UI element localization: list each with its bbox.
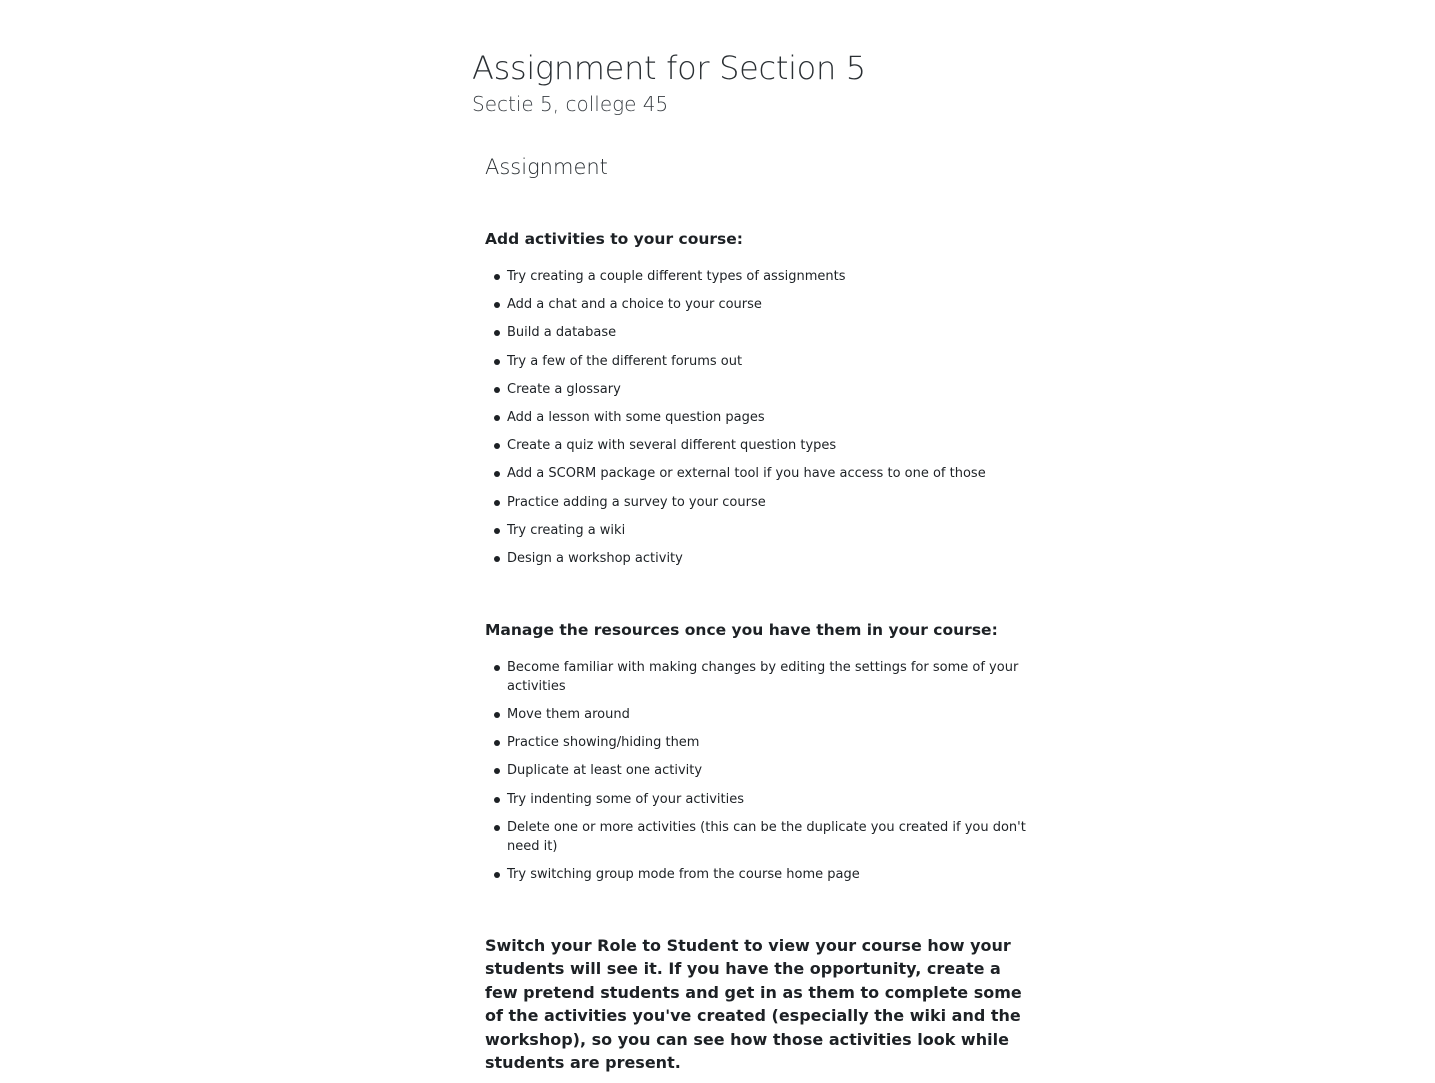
list-item-text: Add a SCORM package or external tool if you have access to one of those bbox=[507, 466, 986, 482]
bullet-icon bbox=[494, 872, 500, 878]
list-item bbox=[485, 436, 1041, 455]
list-item-text: Duplicate at least one activity bbox=[507, 763, 703, 779]
list-item-text: Create a glossary bbox=[507, 381, 621, 397]
list-item bbox=[485, 295, 1041, 314]
list-item-text: Design a workshop activity bbox=[507, 550, 683, 566]
list-item-text: Add a chat and a choice to your course bbox=[507, 297, 762, 313]
list-item-text: Try indenting some of your activities bbox=[507, 791, 745, 807]
list-item bbox=[485, 521, 1041, 540]
list-item bbox=[485, 323, 1041, 342]
bullet-icon bbox=[494, 740, 500, 746]
list-item bbox=[485, 352, 1041, 371]
list-item bbox=[485, 267, 1041, 286]
list-item bbox=[485, 790, 1041, 809]
page-subtitle: Sectie 5, college 45 bbox=[472, 92, 669, 116]
bullet-icon bbox=[494, 556, 500, 562]
list-item bbox=[485, 761, 1041, 780]
closing-instructions: Switch your Role to Student to view your course how your students will see it. If you have the opportunity, create a few pretend students and get in as them to complete some of the activities you've created (especially the wiki and the workshop), so you can see how those activities look while students are present. bbox=[485, 936, 1022, 1073]
list-item bbox=[485, 658, 1041, 696]
bullet-icon bbox=[494, 415, 500, 421]
list-item-text: Add a lesson with some question pages bbox=[507, 409, 765, 425]
bullet-icon bbox=[494, 387, 500, 393]
list-item-text: Become familiar with making changes by editing the settings for some of your activities bbox=[507, 659, 1019, 694]
list-item-text: Practice adding a survey to your course bbox=[507, 494, 766, 510]
list-item bbox=[485, 818, 1041, 856]
list-item bbox=[485, 380, 1041, 399]
bullet-icon bbox=[494, 471, 500, 477]
list-item-text: Move them around bbox=[507, 707, 630, 723]
activities-list bbox=[485, 267, 1045, 568]
page-title: Assignment for Section 5 bbox=[472, 49, 866, 87]
bullet-icon bbox=[494, 712, 500, 718]
list-item bbox=[485, 705, 1041, 724]
list-item-text: Try creating a couple different types of assignments bbox=[507, 269, 846, 284]
list-item bbox=[485, 865, 1041, 884]
list-item bbox=[485, 464, 1041, 483]
list-item bbox=[485, 408, 1041, 427]
list-item bbox=[485, 493, 1041, 512]
list-item-text: Create a quiz with several different question types bbox=[507, 438, 837, 454]
bullet-icon bbox=[494, 825, 500, 831]
list-item bbox=[485, 549, 1041, 568]
list-item-text: Try a few of the different forums out bbox=[507, 353, 743, 369]
bullet-icon bbox=[494, 302, 500, 308]
bullet-icon bbox=[494, 274, 500, 280]
resources-list bbox=[485, 658, 1045, 884]
list-item-text: Delete one or more activities (this can be the duplicate you created if you don't need it) bbox=[507, 819, 1026, 854]
list-item-text: Try switching group mode from the course home page bbox=[507, 867, 860, 882]
assignment-description bbox=[485, 152, 1045, 1074]
activities-heading: Add activities to your course: bbox=[485, 230, 743, 248]
bullet-icon bbox=[494, 330, 500, 336]
bullet-icon bbox=[494, 528, 500, 534]
list-item-text: Try creating a wiki bbox=[507, 522, 626, 538]
section-label: Assignment bbox=[485, 155, 608, 179]
bullet-icon bbox=[494, 500, 500, 506]
list-item bbox=[485, 733, 1041, 752]
list-item-text: Build a database bbox=[507, 325, 617, 341]
assignment-page bbox=[472, 46, 1052, 1074]
list-item-text: Practice showing/hiding them bbox=[507, 735, 700, 751]
resources-heading: Manage the resources once you have them in your course: bbox=[485, 620, 998, 639]
bullet-icon bbox=[494, 359, 500, 365]
bullet-icon bbox=[494, 443, 500, 449]
bullet-icon bbox=[494, 797, 500, 803]
bullet-icon bbox=[494, 665, 500, 671]
bullet-icon bbox=[494, 768, 500, 774]
